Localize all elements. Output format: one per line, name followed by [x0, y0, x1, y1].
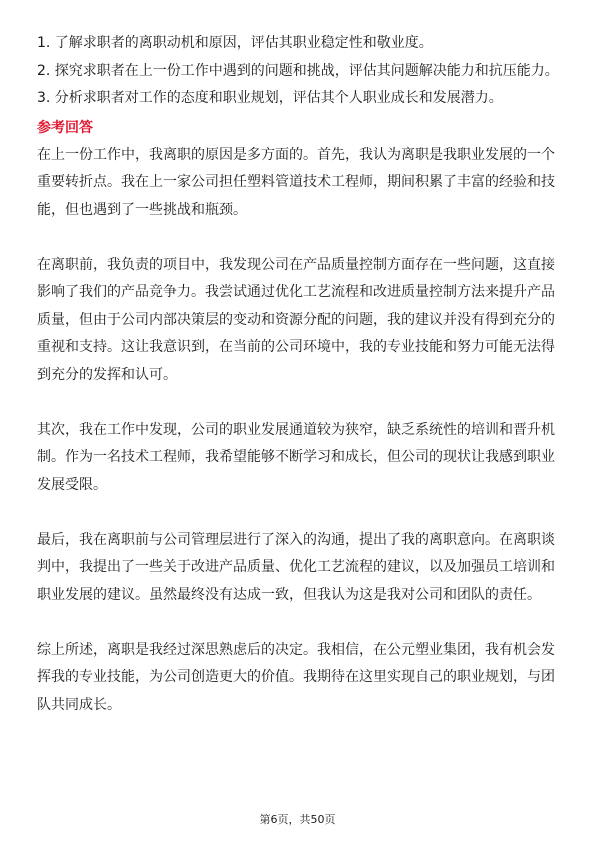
- answer-paragraph: 在上一份工作中，我离职的原因是多方面的。首先，我认为离职是我职业发展的一个重要转折点。我在上一家公司担任塑料管道技术工程师，期间积累了丰富的经验和技能，但也遇到了一些挑战和瓶颈。: [37, 146, 555, 218]
- answer-paragraph: 其次，我在工作中发现，公司的职业发展通道较为狭窄，缺乏系统性的培训和晋升机制。作为一名技术工程师，我希望能够不断学习和成长，但公司的现状让我感到职业发展受限。: [37, 421, 555, 493]
- answer-paragraph: 在离职前，我负责的项目中，我发现公司在产品质量控制方面存在一些问题，这直接影响了我们的产品竞争力。我尝试通过优化工艺流程和改进质量控制方法来提升产品质量，但由于公司内部决策层的变动和资源分配的问题，我的建议并没有得到充分的重视和支持。这让我意识到，在当前的公司环境中，我的专业技能和努力可能无法得到充分的发挥和认可。: [37, 256, 555, 383]
- answer-paragraph: 综上所述，离职是我经过深思熟虑后的决定。我相信，在公元塑业集团，我有机会发挥我的专业技能，为公司创造更大的价值。我期待在这里实现自己的职业规划，与团队共同成长。: [37, 641, 555, 713]
- page-number: 第6页，共50页: [259, 813, 336, 826]
- answer-body: [37, 142, 562, 720]
- answer-paragraph: 最后，我在离职前与公司管理层进行了深入的沟通，提出了我的离职意向。在离职谈判中，我提出了一些关于改进产品质量、优化工艺流程的建议，以及加强员工培训和职业发展的建议。虽然最终没有达成一致，但我认为这是我对公司和团队的责任。: [37, 531, 555, 603]
- page-content: [37, 30, 562, 719]
- objective-item: 2. 探究求职者在上一份工作中遇到的问题和挑战，评估其问题解决能力和抗压能力。: [37, 62, 559, 79]
- objective-item: 3. 分析求职者对工作的态度和职业规划，评估其个人职业成长和发展潜力。: [37, 90, 503, 106]
- objective-item: 1. 了解求职者的离职动机和原因，评估其职业稳定性和敬业度。: [37, 35, 433, 51]
- objectives-list: [37, 30, 562, 113]
- answer-heading: 参考回答: [37, 119, 93, 136]
